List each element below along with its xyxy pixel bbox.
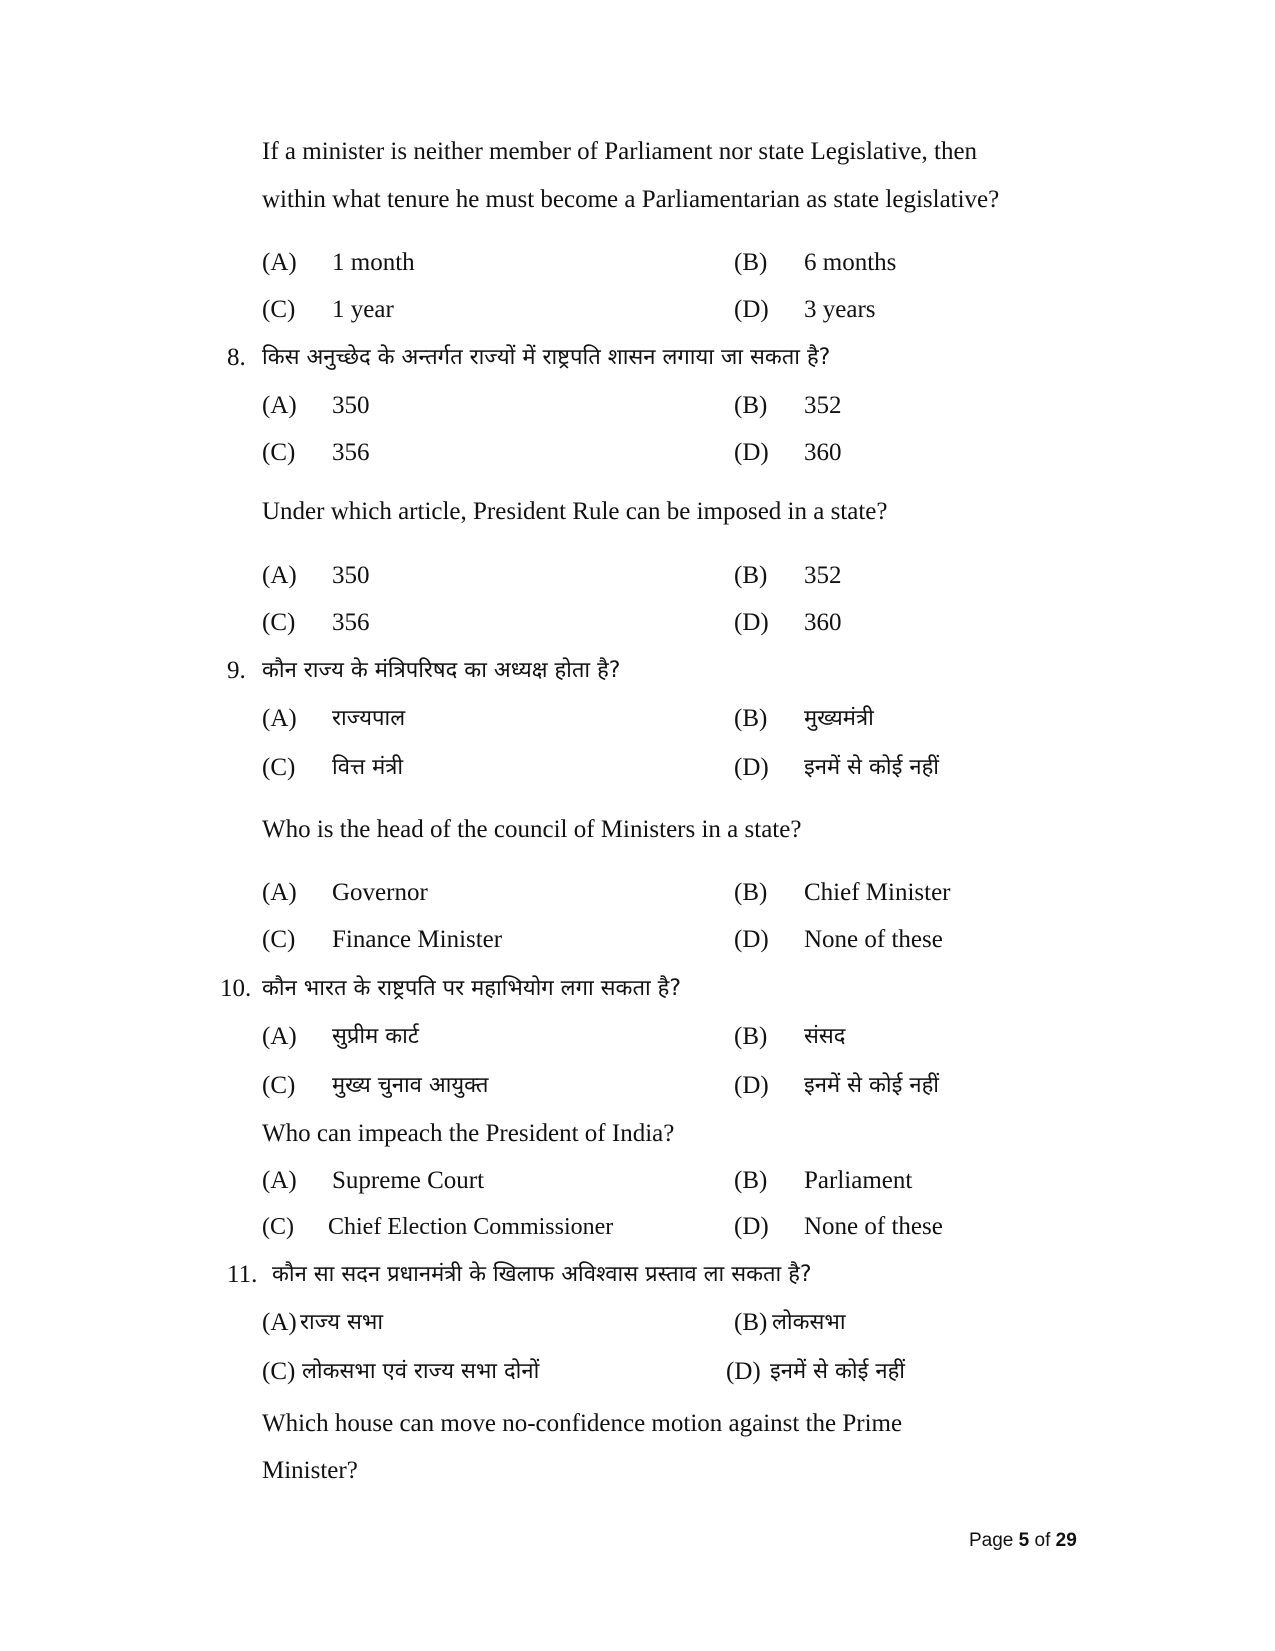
q10-hindi-option-b-text: संसद	[804, 1024, 846, 1049]
q11-hindi-option-b-label: (B)	[734, 1309, 768, 1336]
q11-hindi-option-d-text: इनमें से कोई नहीं	[770, 1359, 906, 1384]
q9-number: 9.	[227, 657, 246, 684]
page-prefix: Page	[969, 1530, 1019, 1551]
q10-hindi-option-b-label: (B)	[734, 1023, 768, 1050]
q10-option-d-label: (D)	[734, 1213, 769, 1240]
q7-option-a-label: (A)	[262, 249, 297, 276]
q9-hindi-option-b-text: मुख्यमंत्री	[804, 706, 874, 731]
q8-text-hindi: किस अनुच्छेद के अन्तर्गत राज्यों में राष्ट्रपति शासन लगाया जा सकता है?	[262, 345, 831, 370]
q11-text-english-line-2: Minister?	[262, 1457, 358, 1484]
q11-hindi-option-b-text: लोकसभा	[772, 1310, 846, 1335]
q10-option-a-label: (A)	[262, 1167, 297, 1194]
q10-text-hindi: कौन भारत के राष्ट्रपति पर महाभियोग लगा सकता है?	[262, 976, 682, 1001]
q8-hindi-option-c-text: 356	[332, 439, 370, 466]
q9-hindi-option-c-label: (C)	[262, 754, 296, 781]
q10-hindi-option-d-text: इनमें से कोई नहीं	[804, 1073, 940, 1098]
q8-hindi-option-d-text: 360	[804, 439, 842, 466]
q11-number: 11.	[227, 1261, 258, 1288]
q11-hindi-option-d-label: (D)	[726, 1358, 761, 1385]
q10-option-c-label: (C)	[262, 1214, 294, 1240]
q11-hindi-option-c-label: (C)	[262, 1358, 296, 1385]
q7-text-line-1: If a minister is neither member of Parliament nor state Legislative, then	[262, 138, 978, 165]
q11-text-hindi: कौन सा सदन प्रधानमंत्री के खिलाफ अविश्वास प्रस्ताव ला सकता है?	[272, 1262, 812, 1287]
q9-text-hindi: कौन राज्य के मंत्रिपरिषद का अध्यक्ष होता है?	[262, 658, 621, 683]
q9-option-b-label: (B)	[734, 879, 768, 906]
q8-hindi-option-d-label: (D)	[734, 439, 769, 466]
q9-hindi-option-d-label: (D)	[734, 754, 769, 781]
q9-option-a-label: (A)	[262, 879, 297, 906]
q7-option-c-text: 1 year	[332, 296, 394, 323]
page-total: 29	[1055, 1530, 1077, 1551]
q8-option-a-text: 350	[332, 562, 370, 589]
q8-option-a-label: (A)	[262, 562, 297, 589]
page-separator: of	[1029, 1530, 1056, 1551]
page-current: 5	[1018, 1530, 1030, 1551]
q8-option-c-text: 356	[332, 609, 370, 636]
q9-hindi-option-a-label: (A)	[262, 705, 297, 732]
q9-hindi-option-a-text: राज्यपाल	[332, 706, 406, 731]
q10-hindi-option-a-text: सुप्रीम कार्ट	[332, 1024, 419, 1049]
q9-option-c-label: (C)	[262, 926, 296, 953]
q10-hindi-option-c-text: मुख्य चुनाव आयुक्त	[332, 1073, 489, 1098]
q7-option-b-text: 6 months	[804, 249, 897, 276]
q9-text-english: Who is the head of the council of Ministers in a state?	[262, 816, 802, 843]
q8-option-d-label: (D)	[734, 609, 769, 636]
q8-option-c-label: (C)	[262, 609, 296, 636]
q7-option-c-label: (C)	[262, 296, 296, 323]
page-number	[969, 1530, 1077, 1552]
q9-option-a-text: Governor	[332, 879, 428, 906]
q11-hindi-option-c-text: लोकसभा एवं राज्य सभा दोनों	[302, 1359, 540, 1384]
q8-hindi-option-a-text: 350	[332, 392, 370, 419]
q9-option-d-text: None of these	[804, 926, 943, 953]
q7-option-d-text: 3 years	[804, 296, 876, 323]
q8-hindi-option-b-text: 352	[804, 392, 842, 419]
q11-text-english-line-1: Which house can move no-confidence motion against the Prime	[262, 1410, 903, 1437]
q9-option-c-text: Finance Minister	[332, 926, 503, 953]
q10-option-d-text: None of these	[804, 1213, 943, 1240]
q10-hindi-option-c-label: (C)	[262, 1072, 296, 1099]
q8-option-b-label: (B)	[734, 562, 768, 589]
q8-hindi-option-b-label: (B)	[734, 392, 768, 419]
q9-option-b-text: Chief Minister	[804, 879, 951, 906]
q7-option-b-label: (B)	[734, 249, 768, 276]
q10-option-b-label: (B)	[734, 1167, 768, 1194]
q8-hindi-option-c-label: (C)	[262, 439, 296, 466]
q9-option-d-label: (D)	[734, 926, 769, 953]
q10-option-c-text: Chief Election Commissioner	[328, 1214, 614, 1240]
q10-text-english: Who can impeach the President of India?	[262, 1120, 675, 1147]
q10-hindi-option-d-label: (D)	[734, 1072, 769, 1099]
q9-hindi-option-d-text: इनमें से कोई नहीं	[804, 755, 940, 780]
q8-number: 8.	[227, 344, 246, 371]
q10-option-a-text: Supreme Court	[332, 1167, 485, 1194]
q8-option-b-text: 352	[804, 562, 842, 589]
q7-text-line-2: within what tenure he must become a Parliamentarian as state legislative?	[262, 186, 1000, 213]
q8-hindi-option-a-label: (A)	[262, 392, 297, 419]
q9-hindi-option-c-text: वित्त मंत्री	[332, 755, 404, 780]
q9-hindi-option-b-label: (B)	[734, 705, 768, 732]
q10-option-b-text: Parliament	[804, 1167, 913, 1194]
q11-hindi-option-a-label: (A)	[262, 1309, 297, 1336]
q8-text-english: Under which article, President Rule can be imposed in a state?	[262, 498, 888, 525]
q11-hindi-option-a-text: राज्य सभा	[300, 1310, 384, 1335]
q7-option-a-text: 1 month	[332, 249, 415, 276]
q10-hindi-option-a-label: (A)	[262, 1023, 297, 1050]
q8-option-d-text: 360	[804, 609, 842, 636]
q7-option-d-label: (D)	[734, 296, 769, 323]
q10-number: 10.	[220, 975, 252, 1002]
